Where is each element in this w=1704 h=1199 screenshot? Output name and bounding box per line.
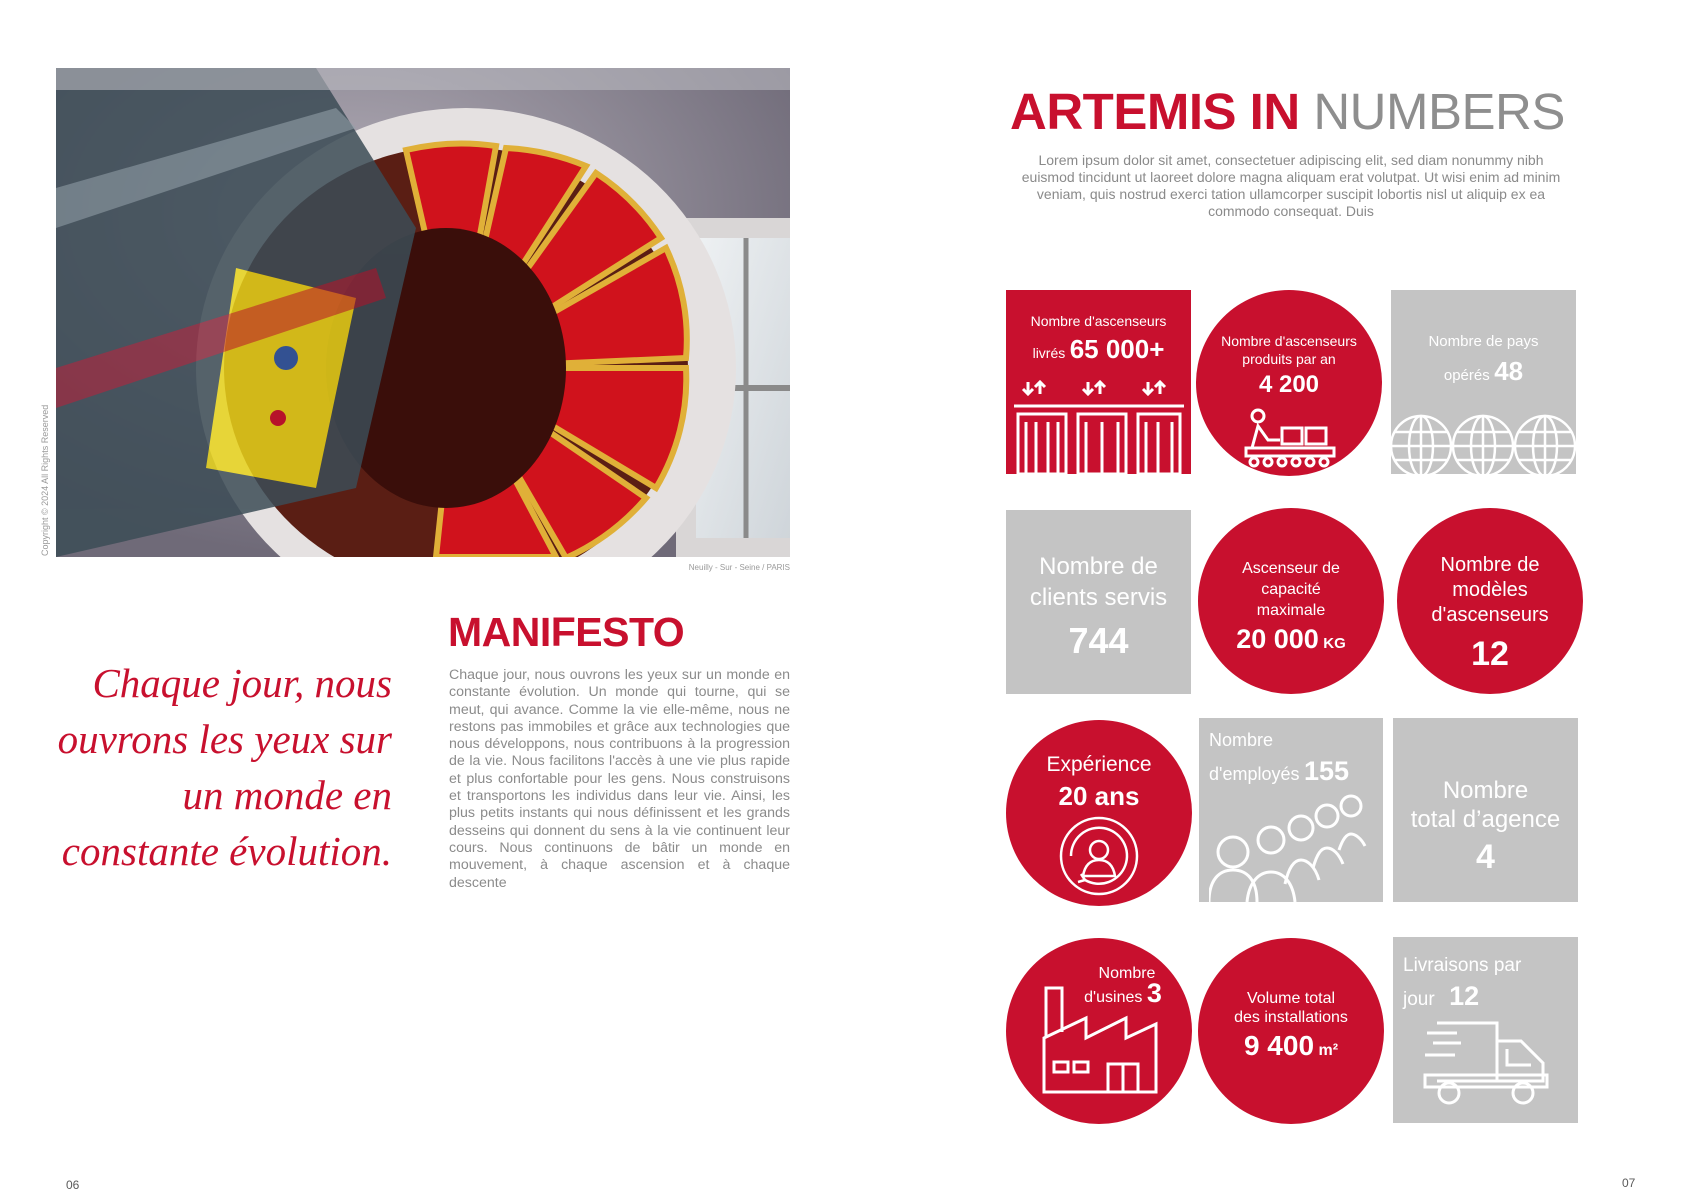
intro-text: Lorem ipsum dolor sit amet, consectetuer adipiscing elit, sed diam nonummy nibh euismod tincidunt ut laoreet dolore magna aliquam erat volutpat. Ut wisi enim ad minim veniam, quis nostrud exerci tation ullamcorper suscipit lobortis nisl ut aliquip ex ea commodo consequat. Duis [1021, 152, 1561, 219]
stat-value: 48 [1494, 356, 1524, 386]
stat-unit: KG [1323, 635, 1346, 652]
stat-value: 12 [1471, 635, 1509, 673]
stat-value: 4 [1476, 838, 1495, 876]
elevator-doors-icon [1014, 378, 1184, 474]
people-group-icon [1209, 790, 1375, 902]
stat-label: Nombre [1442, 777, 1529, 804]
globe-icon [1391, 408, 1576, 474]
stat-value: 155 [1303, 756, 1349, 786]
stat-label: d'ascenseurs [1431, 604, 1549, 626]
stat-value: 20 000 [1236, 624, 1319, 654]
page-number-right: 07 [1622, 1176, 1636, 1190]
stat-employes [1199, 718, 1383, 902]
stat-label: clients servis [1029, 584, 1168, 611]
stat-label: Volume total [1246, 990, 1336, 1007]
quote-line: Chaque jour, nous [92, 660, 392, 706]
stat-label: modèles [1452, 579, 1528, 601]
stat-value: 20 ans [1058, 781, 1140, 811]
delivery-truck-icon [1423, 1015, 1553, 1111]
stat-value: 744 [1068, 620, 1129, 661]
stat-unit: m² [1318, 1042, 1339, 1059]
stat-label: Livraisons par [1403, 955, 1522, 976]
stat-label: Nombre de [1440, 554, 1540, 576]
stat-label: produits par an [1242, 351, 1336, 367]
page-title [1010, 82, 1570, 141]
stat-livraisons [1393, 937, 1578, 1123]
photo-copyright: Copyright © 2024 All Rights Reserved [40, 404, 50, 556]
stat-label: Nombre de pays [1428, 333, 1539, 350]
stat-value: 4 200 [1258, 371, 1320, 398]
stat-label: Expérience [1046, 753, 1152, 776]
stat-value: 3 [1146, 978, 1162, 1008]
title-light: NUMBERS [1313, 83, 1565, 140]
stat-value: 65 000+ [1069, 334, 1165, 364]
manifesto-title: MANIFESTO [448, 609, 685, 655]
person-cycle-icon [1057, 814, 1141, 898]
stat-ascenseurs-livres [1006, 290, 1191, 474]
stat-label: maximale [1256, 602, 1326, 619]
stat-pays [1391, 290, 1576, 474]
stat-label: Nombre d'ascenseurs [1221, 333, 1357, 349]
stat-label: Nombre d'ascenseurs [1030, 313, 1167, 329]
stat-clients [1006, 510, 1191, 694]
stat-label: d'usines [1084, 989, 1143, 1006]
title-bold: ARTEMIS IN [1010, 83, 1300, 140]
quote-line: ouvrons les yeux sur [57, 716, 392, 762]
stat-label: opérés [1443, 367, 1490, 384]
stat-usines [1006, 938, 1192, 1124]
photo-caption: Neuilly - Sur - Seine / PARIS [688, 563, 790, 572]
stat-label: Nombre [1098, 965, 1156, 982]
factory-icon [1036, 984, 1166, 1094]
quote-line: constante évolution. [61, 828, 392, 874]
staircase-photo [56, 68, 790, 557]
stat-label: total d’agence [1410, 806, 1561, 833]
stat-label: livrés [1032, 345, 1066, 361]
stat-label: d'employés [1209, 764, 1300, 784]
stat-label: capacité [1261, 581, 1321, 598]
page-number-left: 06 [66, 1178, 80, 1192]
stat-modeles [1397, 508, 1583, 694]
stat-value: 12 [1449, 981, 1480, 1011]
stat-label: Ascenseur de [1242, 560, 1340, 577]
stat-label: jour [1403, 989, 1435, 1010]
manifesto-quote [40, 655, 392, 879]
manifesto-body: Chaque jour, nous ouvrons les yeux sur un monde en constante évolution. Un monde qui tourne, qui se meut, qui avance. Comme la vie elle-même, nous ne restons pas immobiles et grâce aux technologies que nous développons, nous contribuons à la progression de la vie. Nous facilitons l'accès à une vie plus rapide et plus confortable pour les gens. Nous construisons et transportons les individus dans leur vie. Ainsi, les plus petits instants qui nous définissent et les grands desseins qui donnent du sens à la vie continuent leur cours. Nous continuons de bâtir un monde en mouvement, à chaque ascension et à chaque descente [449, 667, 790, 891]
stat-label: Nombre [1209, 730, 1274, 750]
stat-ascenseurs-produits [1196, 290, 1382, 476]
conveyor-worker-icon [1244, 408, 1336, 468]
stat-label: Nombre de [1039, 553, 1158, 580]
stat-agences [1393, 718, 1578, 902]
stat-value: 9 400 [1243, 1030, 1315, 1061]
quote-line: un monde en [182, 772, 392, 818]
stat-label: des installations [1234, 1009, 1348, 1026]
stat-capacite [1198, 508, 1384, 694]
stat-volume [1198, 938, 1384, 1124]
stat-experience [1006, 720, 1192, 906]
